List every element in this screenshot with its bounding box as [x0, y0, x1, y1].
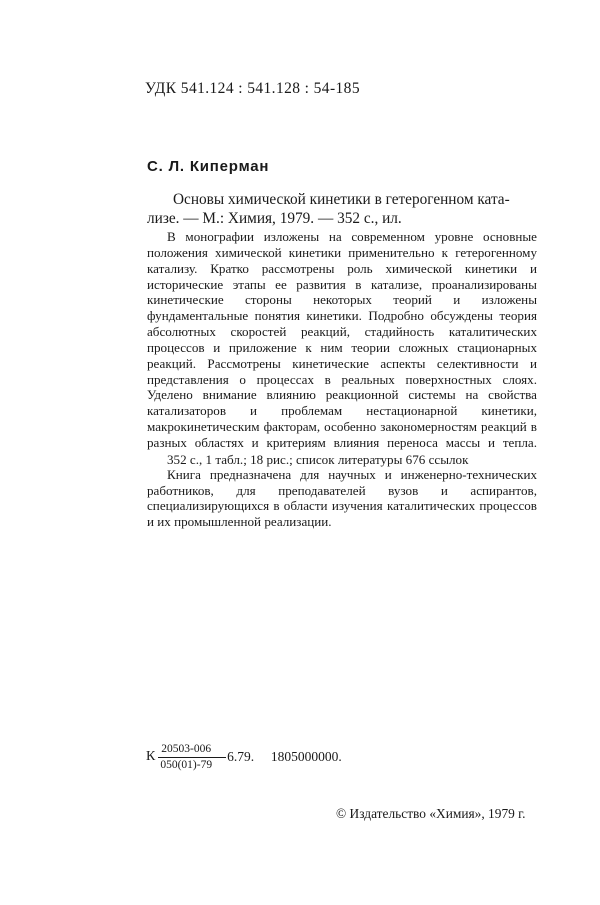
classification-numerator: 20503-006	[161, 743, 212, 755]
copyright-icon: ©	[336, 806, 347, 821]
imprint-issue-number: 6.79.	[227, 749, 255, 765]
classification-fraction	[158, 743, 214, 772]
classification-prefix-letter: К	[146, 749, 156, 765]
copyright-text: Издательство «Химия», 1979 г.	[349, 806, 526, 821]
annotation-text	[147, 229, 537, 530]
title-line-2: лизе. — М.: Химия, 1979. — 352 с., ил.	[147, 210, 402, 227]
annotation-paragraph-1: В монографии изложены на современном уровне основные положения химической кинетики применительно к гетерогенному катализу. Кратко рассмотрены роль химической кинетики и исторические этапы ее развития в катализе, проанализированы кинетические стороны некоторых теорий и изложены фундаментальные понятия кинетики. Подробно обсуждены теория абсолютных скоростей реакций, стадийность каталитических процессов и приложение к ним теории сложных стационарных реакций. Рассмотрены кинетические аспекты селективности и представления о процессах в реальных поверхностных слоях. Уделено внимание влиянию реакционной системы на свойства катализаторов и проблемам нестационарной кинетики, макрокинетическим факторам, особенно закономерностям реакций в разных областях и критериям влияния переноса массы и тепла.	[147, 229, 537, 450]
copyright-line	[336, 806, 526, 822]
title-line-1: Основы химической кинетики в гетерогенном ката-	[173, 191, 510, 208]
annotation-paragraph-2: Книга предназначена для научных и инженерно-технических работников, для преподавателей вузов и аспирантов, специализирующихся в области изучения каталитических процессов и их промышленной реализации.	[147, 466, 537, 530]
author-name: С. Л. Киперман	[147, 158, 270, 175]
udk-classification-line: УДК 541.124 : 541.128 : 54-185	[145, 80, 360, 97]
em-dash-rule	[214, 757, 226, 758]
title-block	[147, 190, 537, 228]
publication-stats-line: 352 с., 1 табл.; 18 рис.; список литературы 676 ссылок	[167, 452, 469, 467]
classification-denominator: 050(01)-79	[160, 758, 213, 771]
imprint-tail	[227, 749, 342, 765]
classification-code-block	[146, 743, 342, 772]
imprint-order-number: 1805000000.	[270, 749, 342, 765]
